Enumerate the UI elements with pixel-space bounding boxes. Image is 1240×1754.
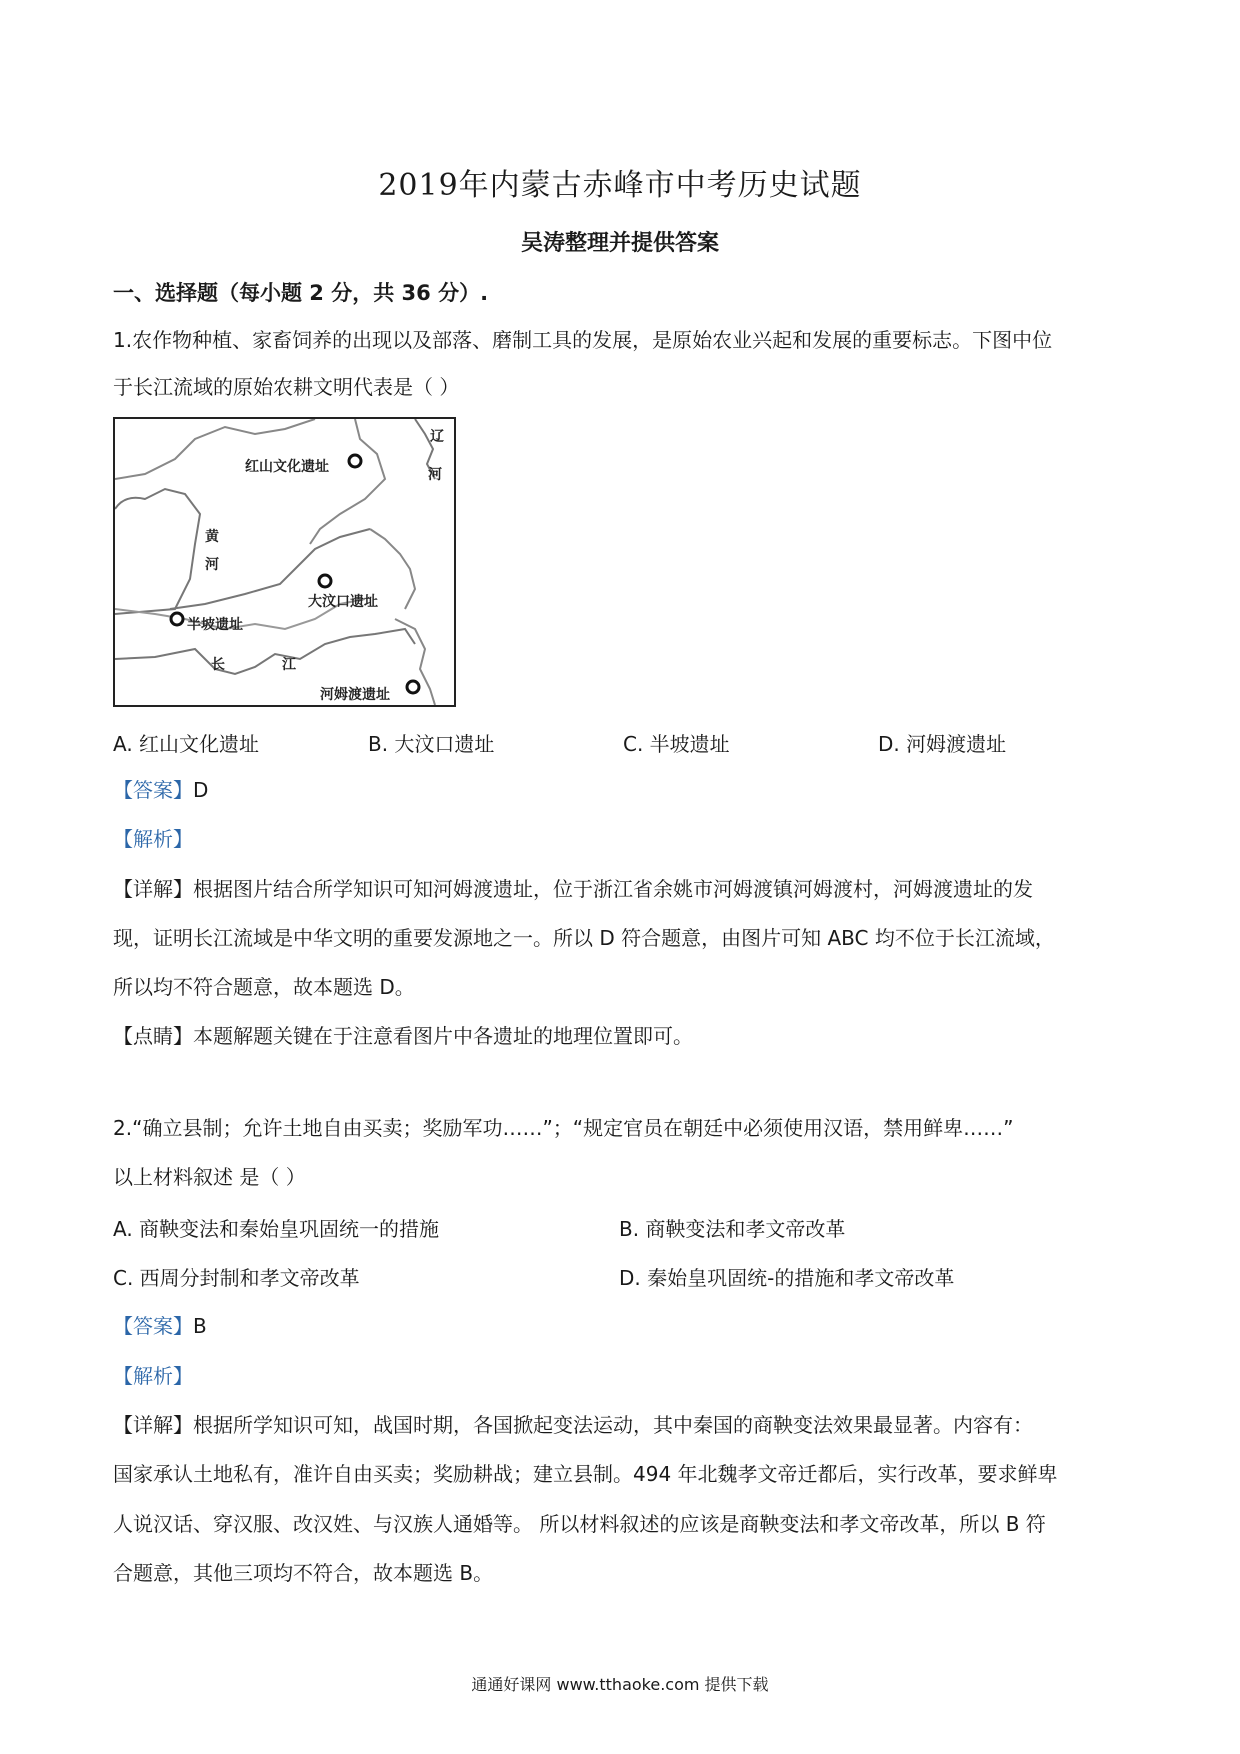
hemudu-label: 河姆渡遗址 — [320, 687, 390, 703]
q1-stem-line1: 1.农作物种植、家畜饲养的出现以及部落、磨制工具的发展，是原始农业兴起和发展的重要标志。下图中位 — [113, 328, 1053, 352]
q2-detail-line3: 人说汉话、穿汉服、改汉姓、与汉族人通婚等。 所以材料叙述的应该是商鞅变法和孝文帝改革，所以 B 符 — [113, 1512, 1046, 1536]
page-footer: 通通好课网 www.tthaoke.com 提供下载 — [471, 1675, 769, 1694]
liaohe-label: 河 — [428, 467, 442, 483]
q2-stem-line2: 以上材料叙述 是（ ） — [113, 1165, 306, 1189]
banpo-label: 半坡遗址 — [187, 617, 243, 633]
q2-option-d: D. 秦始皇巩固统-的措施和孝文帝改革 — [619, 1266, 955, 1290]
jiang-label: 江 — [282, 657, 296, 673]
q2-answer-value: B — [193, 1314, 207, 1338]
liao-label: 辽 — [430, 429, 444, 445]
hemudu-site-marker — [407, 681, 419, 693]
q1-detail-line1 — [113, 875, 1033, 903]
q1-comment-line — [113, 1022, 693, 1050]
hongshan-site-marker — [349, 455, 361, 467]
detail-tag: 【详解】 — [113, 877, 193, 901]
q2-option-b: B. 商鞅变法和孝文帝改革 — [619, 1217, 846, 1241]
q1-map-figure — [113, 417, 456, 707]
q2-answer-line — [113, 1312, 207, 1340]
q1-option-d: D. 河姆渡遗址 — [878, 732, 1007, 756]
q1-detail-text1: 根据图片结合所学知识可知河姆渡遗址，位于浙江省余姚市河姆渡镇河姆渡村，河姆渡遗址的发 — [193, 877, 1033, 901]
q1-comment-text: 本题解题关键在于注意看图片中各遗址的地理位置即可。 — [193, 1024, 693, 1048]
page-subtitle: 吴涛整理并提供答案 — [520, 230, 719, 256]
banpo-site-marker — [171, 613, 183, 625]
hongshan-label: 红山文化遗址 — [245, 459, 329, 475]
answer-tag: 【答案】 — [113, 778, 193, 802]
he-label: 河 — [205, 557, 219, 573]
q1-analysis-tag: 【解析】 — [113, 827, 193, 851]
q1-detail-line2: 现，证明长江流域是中华文明的重要发源地之一。所以 D 符合题意，由图片可知 ABC 均不位于长江流域， — [113, 926, 1055, 950]
q2-detail-line1 — [113, 1411, 1033, 1439]
q2-option-c: C. 西周分封制和孝文帝改革 — [113, 1266, 360, 1290]
q1-detail-line3: 所以均不符合题意，故本题选 D。 — [113, 975, 415, 999]
q1-option-a: A. 红山文化遗址 — [113, 732, 260, 756]
yellow-river-bend — [115, 489, 200, 614]
chang-label: 长 — [211, 657, 225, 673]
huang-label: 黄 — [205, 529, 219, 545]
q1-answer-line — [113, 776, 208, 804]
q2-option-a: A. 商鞅变法和秦始皇巩固统一的措施 — [113, 1217, 440, 1241]
q1-option-c: C. 半坡遗址 — [623, 732, 730, 756]
coast-line-north — [310, 419, 385, 544]
detail-tag: 【详解】 — [113, 1413, 193, 1437]
q1-answer-value: D — [193, 778, 209, 802]
q2-stem-line1: 2.“确立县制；允许土地自由买卖；奖励军功……”；“规定官员在朝廷中必须使用汉语，禁用鲜卑……” — [113, 1116, 1014, 1140]
q2-detail-line4: 合题意，其他三项均不符合，故本题选 B。 — [113, 1561, 494, 1585]
dawenkou-site-marker — [319, 575, 331, 587]
comment-tag: 【点睛】 — [113, 1024, 193, 1048]
yangtze-river-line — [115, 629, 415, 674]
q2-detail-line2: 国家承认土地私有，准许自由买卖；奖励耕战；建立县制。494 年北魏孝文帝迁都后，实行改革，要求鲜卑 — [113, 1462, 1058, 1486]
section-heading: 一、选择题（每小题 2 分，共 36 分）. — [113, 281, 489, 305]
q2-detail-text1: 根据所学知识可知，战国时期，各国掀起变法运动，其中秦国的商鞅变法效果最显著。内容有： — [193, 1413, 1033, 1437]
q2-analysis-tag: 【解析】 — [113, 1364, 193, 1388]
page-title: 2019年内蒙古赤峰市中考历史试题 — [378, 168, 862, 203]
q1-stem-line2: 于长江流域的原始农耕文明代表是（ ） — [113, 375, 460, 399]
answer-tag: 【答案】 — [113, 1314, 193, 1338]
q1-option-b: B. 大汶口遗址 — [368, 732, 495, 756]
map-svg — [115, 419, 454, 705]
dawenkou-label: 大汶口遗址 — [308, 594, 378, 610]
